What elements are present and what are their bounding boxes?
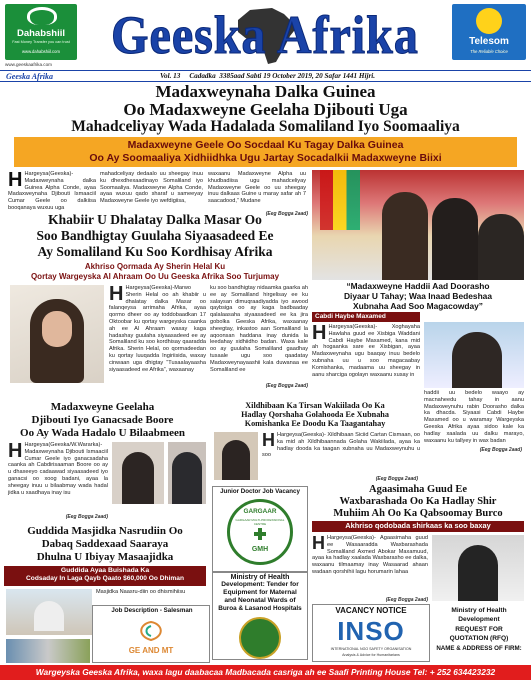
- lead-subhead-box: [14, 137, 517, 167]
- right-story-col-2: haddii uu bedelo waayo ay macnaheedu tahay in aanu Madaxweynuhu rabin Doorasho dalka ka dhacda. Siyaasi Cabdi Haybe Maxamed oo u waramay Wargeyska Geeska Afrika ayaa sidoo kale ka hadlay xaalada uu dalku marayo, waxaanu ku tallyey in wax badan: [424, 390, 524, 444]
- vacancy-title: VACANCY NOTICE: [335, 606, 407, 615]
- person-silhouette-icon: [172, 452, 202, 504]
- geelaha-byline: (Eeg Bogga 2aad): [65, 514, 108, 520]
- right-story-author-bar: [312, 312, 420, 322]
- ministry-tender-ad[interactable]: [212, 572, 308, 660]
- masjid-headline-3: Dhulna U Ibiyay Masaajidka: [36, 551, 174, 563]
- telesom-tagline: The Reliable Choice: [470, 49, 508, 54]
- lead-subhead-2: Oo Ay Soomaaliya Xidhiidhka Ugu Jartay Socadalkii Madaxweyne Biixi: [89, 152, 442, 164]
- xildhibaan-headline-3: Komishanka Ee Doodu Ka Taagantahay: [244, 419, 386, 428]
- inso-sub-2: Analysis & Advice for Humanitarians: [342, 653, 400, 657]
- dahabshiil-ad[interactable]: [5, 4, 77, 60]
- ministry-tender-2: Development: Tender for: [221, 581, 299, 588]
- telesom-ad[interactable]: [452, 4, 526, 60]
- geelaha-text: H Hargeysa(Geeska/W.Wararka)- Madaxweynaha Djibouti Ismaaciil Cumar Geele iyo ganacsadaha caanka ah Cabdirisaaman Boore oo ay u dhaxeeyo cadaawad siyaasadeed iyo ganacsi oo xoog badani, ayaa la sheegay inuu u bilaabmay wada hadal jidka u xaadhaya inay isu: [8, 440, 108, 496]
- inso-sub-1: INTERNATIONAL NGO SAFETY ORGANISATION: [330, 647, 412, 651]
- person-silhouette-icon: [122, 452, 154, 504]
- agaasimaha-headline-3: Muhiim Ah Oo Ka Qabsoomay Burco: [333, 508, 503, 519]
- geelaha-photo: [112, 442, 164, 504]
- ministry-tender-1: Ministry of Health: [230, 574, 290, 581]
- rfq-line-5: NAME & ADDRESS OF FIRM:: [436, 645, 522, 652]
- egypt-col-1: H Hargeysa(Geeska)-Marwo Sherin Helal oo ah khabiir u dhalatay dalka Masar oo falanqeysa arrimaha Afrika, ayaa qormo dheer oo ay toddobaadkan 17 Oktoobar ku qortay wargeyska caanka ah ee Al Ahraam waxay kaga hadashay guulaha siyaasadeed ee ay Somaliland ku soo kordhisay qaaradda Afrika. Sherin Helal, oo qormadeedan ku qortay luuqadda Ingiriisida, waxay cinwaan uga dhigtay “Tusaalayaasha siyaasadeed ee Afrika”, waxaanay: [109, 283, 206, 373]
- telesom-name: Telesom: [469, 36, 509, 47]
- agaasimaha-headline-1: Agaasimaha Guud Ee: [368, 484, 468, 495]
- person-silhouette-icon: [432, 198, 478, 280]
- masjid-subhead-1: Guddida Ayaa Buishada Ka: [60, 567, 150, 574]
- lead-headline-1: Madaxweynaha Dalka Guinea: [155, 82, 376, 101]
- salesman-title: Job Description - Salesman: [111, 607, 193, 614]
- rfq-line-2: Development: [458, 616, 500, 623]
- footer-bar: [0, 665, 531, 680]
- rfq-line-1: Ministry of Health: [451, 607, 507, 614]
- xildhibaan-byline: (Eeg Bogga 2aad): [375, 476, 418, 482]
- person-silhouette-icon: [382, 192, 428, 280]
- rfq-line-4: QUOTATION (RFQ): [449, 635, 509, 642]
- geelaha-headline-1: Madaxweyne Geelaha: [50, 401, 155, 413]
- dahabshiil-tagline: Fast Money Transfer you can trust: [12, 40, 70, 44]
- footer-text: Wargeyska Geeska Afrika, waxa lagu daabacaa Madbacada casriga ah ee Saafi Printing House Tel: + 252 634423232: [35, 667, 496, 677]
- egypt-subhead-2: Qortay Wargeyska Al Ahraam Oo Uu Geeska Afrika Soo Turjumay: [30, 272, 280, 281]
- person-silhouette-icon: [452, 332, 502, 388]
- xildhibaan-photo: [214, 432, 258, 480]
- person-silhouette-icon: [458, 545, 498, 601]
- gargaar-logo: [227, 499, 293, 565]
- right-story-headline-2: Diyaar U Tahay; Waa Inaad Bedeshaa: [343, 291, 492, 301]
- masthead-title: Geeska Afrika: [111, 6, 419, 66]
- egypt-headline-3: Ay Somaliland Ku Soo Kordhisay Afrika: [37, 244, 273, 259]
- gargaar-sub: GARGAAR MULTI-PROFESSIONAL CENTRE: [235, 518, 285, 526]
- lead-col-3: waxaanu Madaxweyne Alpha uu khudbadiisa ugu mahadceliyay Madaxweyne Geele oo uu sheegay inuu dalkaas Guine u maray safar ah 7 saacadood,” Mudane: [208, 171, 306, 205]
- dahabshiil-logo-icon: [27, 7, 57, 25]
- ge-mt-name: GE AND MT: [128, 646, 174, 655]
- geelaha-headline-2: Djibouti Iyo Ganacsade Boore: [31, 414, 174, 426]
- telesom-logo-icon: [476, 8, 502, 34]
- ministry-tender-4: and Neonatal Wards of: [224, 597, 296, 604]
- issue-bar: [0, 70, 531, 82]
- dahabshiil-url: www.dahabshiil.com: [22, 49, 60, 54]
- salesman-job-ad[interactable]: [92, 605, 210, 663]
- rfq-ad[interactable]: [432, 604, 526, 662]
- xildhibaan-headline-1: Xildhibaan Ka Tirsan Wakiilada Oo Ka: [245, 401, 385, 410]
- junior-doctor-title: Junior Doctor Job Vacancy: [220, 488, 300, 495]
- agaasimaha-byline: (Eeg Bogga 2aad): [385, 597, 428, 603]
- egypt-col-2: ku soo bandhigtay nidaamka gaarka ah ee ay Somaliland hirgelisay ee ku salaysan dimuqraadiyadda iyo awood qaybsiga oo ay kaga badbaaday qalalaasaha siyaasadeed ee ka jira gobolka Geeska Afrika, waxaanay sheegtay, inkastoo aan Somaliland la aqoonsan haddana inay dunida la leedahay xidhiidho badan. Waxa kale oo ay guulaha Somaliland gaadhay tusaale ugu soo qaadatay Madaxweynayaashii kala duwanaa ee Somaliland ee: [210, 285, 308, 373]
- lead-headline-2: Oo Madaxweyne Geelaha Djibouti Uga: [123, 100, 408, 119]
- website-url: www.geeskaafrika.com: [5, 62, 52, 67]
- flag-icon: [320, 170, 360, 230]
- masjid-text: Masjidka Naasru-diin oo dhismihiisu: [96, 589, 186, 595]
- person-silhouette-icon: [478, 214, 524, 280]
- lead-photo-flags: [312, 170, 524, 280]
- issue-info: Vol. 13 Cadadka 3385aad Sabti 19 October 2019, 20 Safar 1441 Hijri.: [160, 72, 376, 80]
- agaasimaha-subhead-bar: [312, 521, 524, 532]
- inso-vacancy-ad[interactable]: [312, 604, 430, 662]
- inso-logo: INSO: [337, 616, 405, 646]
- lead-dropcap: H: [8, 169, 23, 191]
- issue-bar-brand: Geeska Afrika: [6, 72, 54, 81]
- sherin-helal-photo: [10, 285, 104, 383]
- masjid-photo: [6, 589, 92, 635]
- agaasimaha-text: H Hargeysa(Geeska)- Agaasimaha guud ee Wasaaradda Waxbarashada Somaliland Axmed Abokar Maxamuud, ayaa ka hadlay xaalada Waxbarasho ee dalka, waxaanu tilmaamay inay Wasaarad ahaan wadaan qorshihii lagu horumarin lahaa: [312, 533, 428, 575]
- xildhibaan-text: H Hargeysa(Geeska)- Xildhibaan Siciid Cartan Cismaan, oo ka mid ah Xildhibaannada Golaha Wakiilada, ayaa ka hadlay dooda ka taagan xubnaha uu Madaxweynuhu u soo: [262, 430, 420, 459]
- geelaha-dropcap: H: [8, 440, 23, 462]
- masthead: [0, 0, 531, 70]
- lead-subhead-1: Madaxweyne Geele Oo Socdaal Ku Tagay Dalka Guinea: [127, 139, 404, 151]
- masjid-headline-1: Guddida Masjidka Nasrudiin Oo: [27, 525, 183, 537]
- egypt-headline-2: Soo Bandhigtay Guulaha Siyaasadeed Ee: [36, 228, 274, 243]
- right-story-byline: (Eeg Bogga 2aad): [479, 447, 522, 453]
- boore-photo: [168, 442, 206, 504]
- right-story-headline-3: Xubnaha Aad Soo Magacowday”: [353, 301, 483, 311]
- gargaar-name: GARGAAR: [243, 508, 277, 515]
- junior-doctor-ad[interactable]: [212, 486, 308, 572]
- egypt-dropcap: H: [109, 283, 124, 305]
- masjid-subhead-2: Codsaday In Laga Qayb Qaato $60,000 Oo Dhiman: [26, 575, 184, 582]
- agaasimaha-dropcap: H: [312, 533, 325, 553]
- agaasimaha-photo: [432, 535, 524, 601]
- lead-col-1: H Hargeysa(Geeska)- Madaxweynaha dalka Guinea Alpha Conde, ayaa Madaxweynaha Djibouti Ismaaciil Cumar Geele oo dalkiisa booqanaya wuxuu uga: [8, 169, 96, 211]
- xildhibaan-headline-2: Hadlay Qorshaha Golahooda Ee Xubnaha: [241, 410, 389, 419]
- right-story-dropcap: H: [312, 322, 327, 344]
- lead-byline: (Eeg Bogga 2aad): [265, 211, 308, 217]
- right-story-col-1: H Hargeysa(Geeska)- Xoghayaha Hawlaha guud ee Xisbiga Waddani Cabdi Haybe Maxamed, kana mid ah hogaanka sare ee Xisbigan, ayaa Madaxweynaha ugu baaqay inuu bedelo xubnaha uu u soo magacaabay Komishanka, madaama uu sheegay in aanu sharciga ogolayn waxaanu xusay in: [312, 322, 420, 378]
- ministry-tender-3: Equipment for Maternal: [223, 589, 297, 596]
- ge-mt-logo-icon: [133, 620, 169, 642]
- person-silhouette-icon: [222, 440, 250, 480]
- ministry-tender-5: Buroa & Lasanod Hospitals: [218, 605, 302, 612]
- government-seal-icon: [239, 617, 281, 659]
- agaasimaha-subhead: Akhriso qodobada shirkaas ka soo baxay: [345, 521, 491, 530]
- ge-mt-photo-strip: [6, 639, 90, 663]
- medical-cross-icon: [254, 528, 266, 540]
- right-story-headline-1: “Madaxweyne Haddii Aad Doorasho: [346, 281, 490, 291]
- egypt-byline: (Eeg Bogga 2aad): [265, 383, 308, 389]
- right-story-author: Cabdi Haybe Maxamed: [315, 313, 386, 320]
- rfq-line-3: REQUEST FOR: [455, 626, 503, 633]
- mosque-icon: [34, 601, 64, 631]
- masjid-headline-2: Dabaq Saddexaad Saaraya: [41, 538, 169, 550]
- agaasimaha-headline-2: Waxbarashada Oo Ka Hadlay Shir: [339, 496, 497, 507]
- masjid-subhead-box: [4, 566, 206, 586]
- egypt-subhead-1: Akhriso Qormada Ay Sherin Helal Ku: [84, 262, 226, 271]
- dahabshiil-name: Dahabshiil: [16, 28, 66, 39]
- geelaha-headline-3: Oo Ay Wada Hadalo U Bilaabmeen: [20, 427, 185, 439]
- gmh-label: GMH: [251, 546, 269, 553]
- cabdi-haybe-photo: [424, 322, 524, 388]
- lead-headline-3: Mahadceliyay Wada Hadalada Somaliland Iyo Soomaaliya: [71, 118, 460, 135]
- lead-col-2: mahadceliyay dedaalo uu sheegay inuu ku dhexdhexaadinayo Somaliland iyo Soomaaliya. Madaxweyne Alpha Conde, ayaa wuxuu qado sharaf u sameeyay Madaxweyne Geele iyo wefdigiisa,: [100, 171, 203, 205]
- xildhibaan-dropcap: H: [262, 430, 275, 450]
- egypt-headline-1: Khabiir U Dhalatay Dalka Masar Oo: [48, 212, 262, 227]
